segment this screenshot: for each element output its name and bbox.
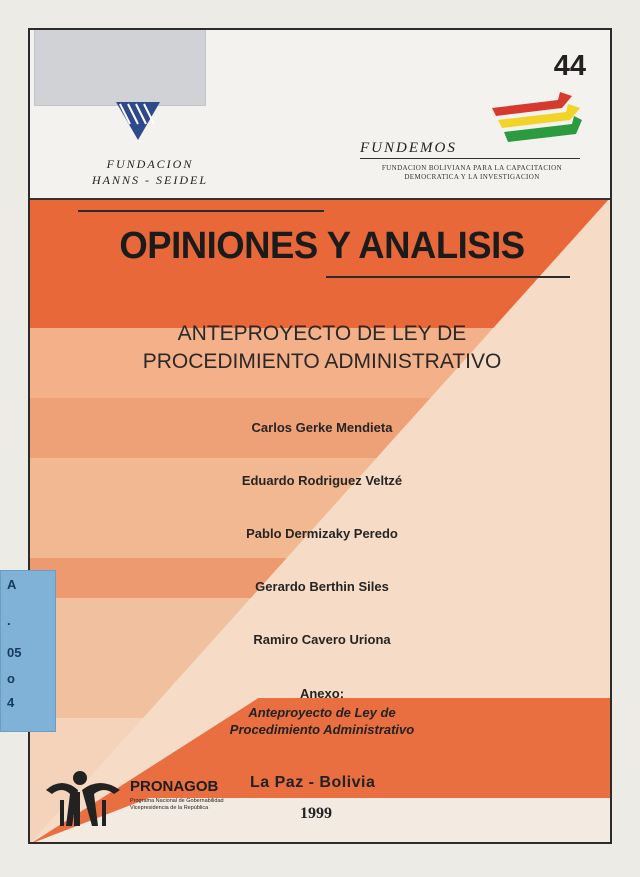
pronagob-subtitle-line1: Programa Nacional de Gobernabilidad: [130, 798, 224, 804]
pronagob-subtitle-line2: Vicepresidencia de la República: [130, 805, 209, 811]
annex-title-line1: Anteproyecto de Ley de: [248, 705, 396, 720]
pronagob-name: PRONAGOB: [130, 778, 219, 795]
library-spine-label: [0, 570, 56, 732]
hanns-seidel-line1: FUNDACION: [106, 157, 194, 171]
bolivian-flag-logo-icon: [488, 90, 582, 150]
pronagob-subtitle: [130, 798, 240, 812]
title-rule-top: [78, 210, 324, 212]
publication-year: 1999: [300, 805, 332, 822]
hanns-seidel-name: [50, 156, 250, 188]
library-label-line: 05: [7, 645, 22, 660]
book-title-line2: PROCEDIMIENTO ADMINISTRATIVO: [142, 350, 502, 373]
author-name: Eduardo Rodriguez Veltzé: [241, 473, 403, 488]
author-name: Gerardo Berthin Siles: [255, 579, 389, 594]
author-name: Pablo Dermizaky Peredo: [246, 526, 398, 541]
hanns-seidel-logo-icon: [116, 102, 160, 142]
library-label-line: .: [7, 613, 11, 628]
fundemos-name: FUNDEMOS: [360, 140, 457, 156]
title-rule-bottom: [326, 276, 570, 278]
book-title-line1: ANTEPROYECTO DE LEY DE: [177, 322, 467, 345]
annex-label: Anexo:: [299, 686, 345, 701]
author-name: Ramiro Cavero Uriona: [253, 632, 391, 647]
library-sticker: [34, 28, 206, 106]
fundemos-subtitle: [360, 164, 584, 182]
library-label-line: o: [7, 671, 15, 686]
book-title: [30, 320, 612, 376]
library-label-line: A: [7, 577, 17, 592]
fundemos-subtitle-line1: FUNDACION BOLIVIANA PARA LA CAPACITACION: [381, 164, 563, 172]
library-label-line: 4: [7, 695, 15, 710]
annex-title: [30, 704, 612, 738]
cover-background-graphic: [30, 198, 610, 844]
annex-title-line2: Procedimiento Administrativo: [229, 722, 415, 737]
fundemos-divider: [360, 158, 580, 159]
author-name: Carlos Gerke Mendieta: [251, 420, 393, 435]
header-band: [30, 30, 610, 200]
pronagob-logo-icon: [42, 770, 126, 830]
hanns-seidel-line2: HANNS - SEIDEL: [92, 173, 208, 187]
publication-place: La Paz - Bolivia: [250, 774, 376, 791]
cover-frame: [28, 28, 612, 844]
series-title: OPINIONES Y ANALISIS: [119, 225, 525, 267]
fundemos-subtitle-line2: DEMOCRATICA Y LA INVESTIGACION: [404, 173, 540, 181]
series-number: 44: [553, 50, 586, 82]
